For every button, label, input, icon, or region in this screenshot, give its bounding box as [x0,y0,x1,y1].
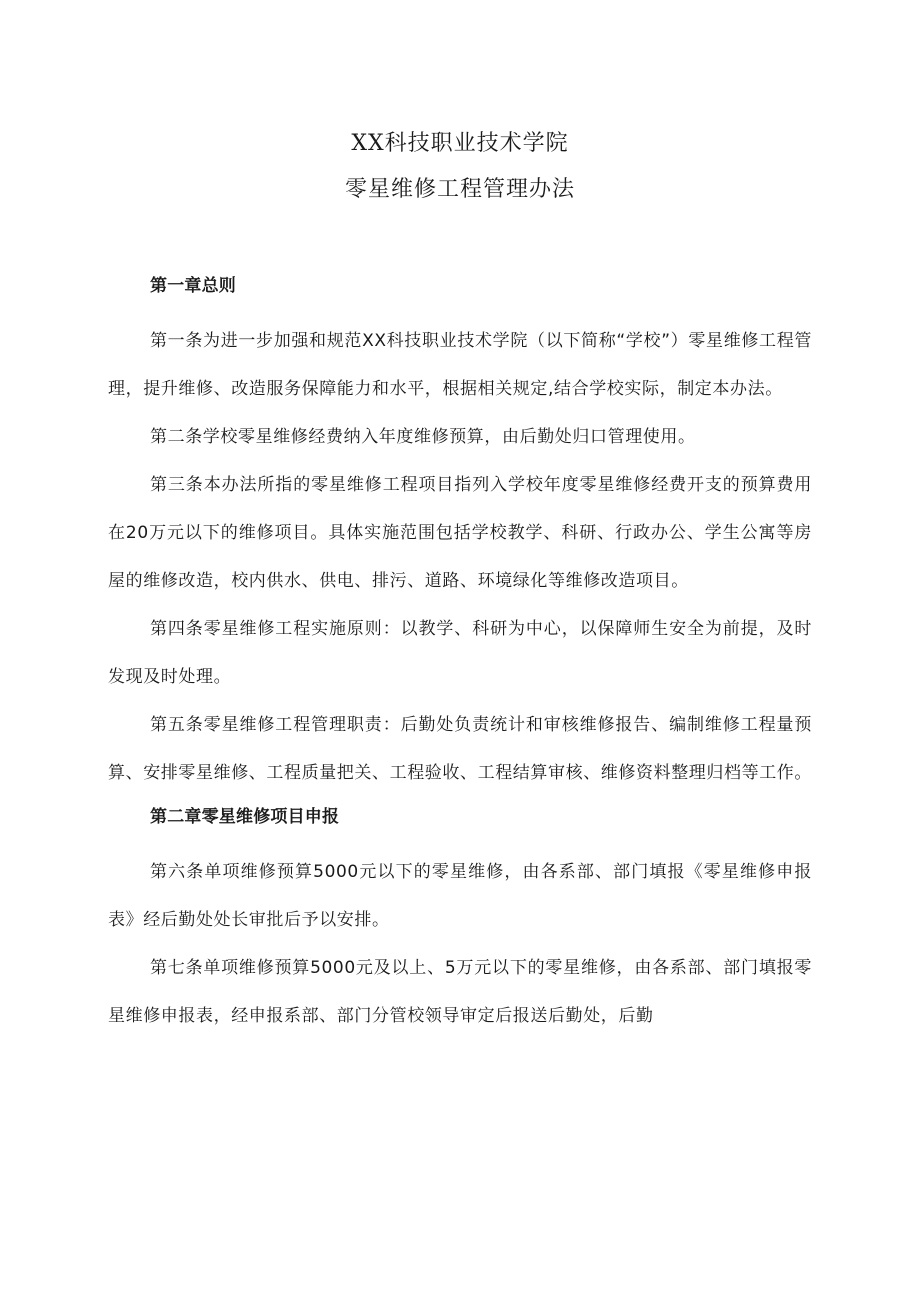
article-3: 第三条本办法所指的零星维修工程项目指列入学校年度零星维修经费开支的预算费用在20万元以下的维修项目。具体实施范围包括学校教学、科研、行政办公、学生公寓等房屋的维修改造，校内供水、供电、排污、道路、环境绿化等维修改造项目。 [108,475,812,591]
article-1: 第一条为进一步加强和规范XX科技职业技术学院（以下简称“学校”）零星维修工程管理，提升维修、改造服务保障能力和水平，根据相关规定,结合学校实际，制定本办法。 [108,331,812,399]
chapter-1-heading: 第一章总则 [150,276,236,296]
article-6: 第六条单项维修预算5000元以下的零星维修，由各系部、部门填报《零星维修申报表》经后勤处处长审批后予以安排。 [108,862,812,930]
title-line-regulation: 零星维修工程管理办法 [344,177,575,202]
article-2: 第二条学校零星维修经费纳入年度维修预算，由后勤处归口管理使用。 [150,427,696,447]
article-5: 第五条零星维修工程管理职责：后勤处负责统计和审核维修报告、编制维修工程量预算、安排零星维修、工程质量把关、工程验收、工程结算审核、维修资料整理归档等工作。 [108,715,812,783]
article-7: 第七条单项维修预算5000元及以上、5万元以下的零星维修，由各系部、部门填报零星维修申报表，经申报系部、部门分管校领导审定后报送后勤处，后勤 [108,958,812,1026]
chapter-2-heading: 第二章零星维修项目申报 [150,807,340,827]
document-title [0,122,920,214]
article-4: 第四条零星维修工程实施原则：以教学、科研为中心，以保障师生安全为前提，及时发现及时处理。 [108,619,812,687]
title-line-institution: XX科技职业技术学院 [351,131,569,156]
document-body [108,270,812,1040]
